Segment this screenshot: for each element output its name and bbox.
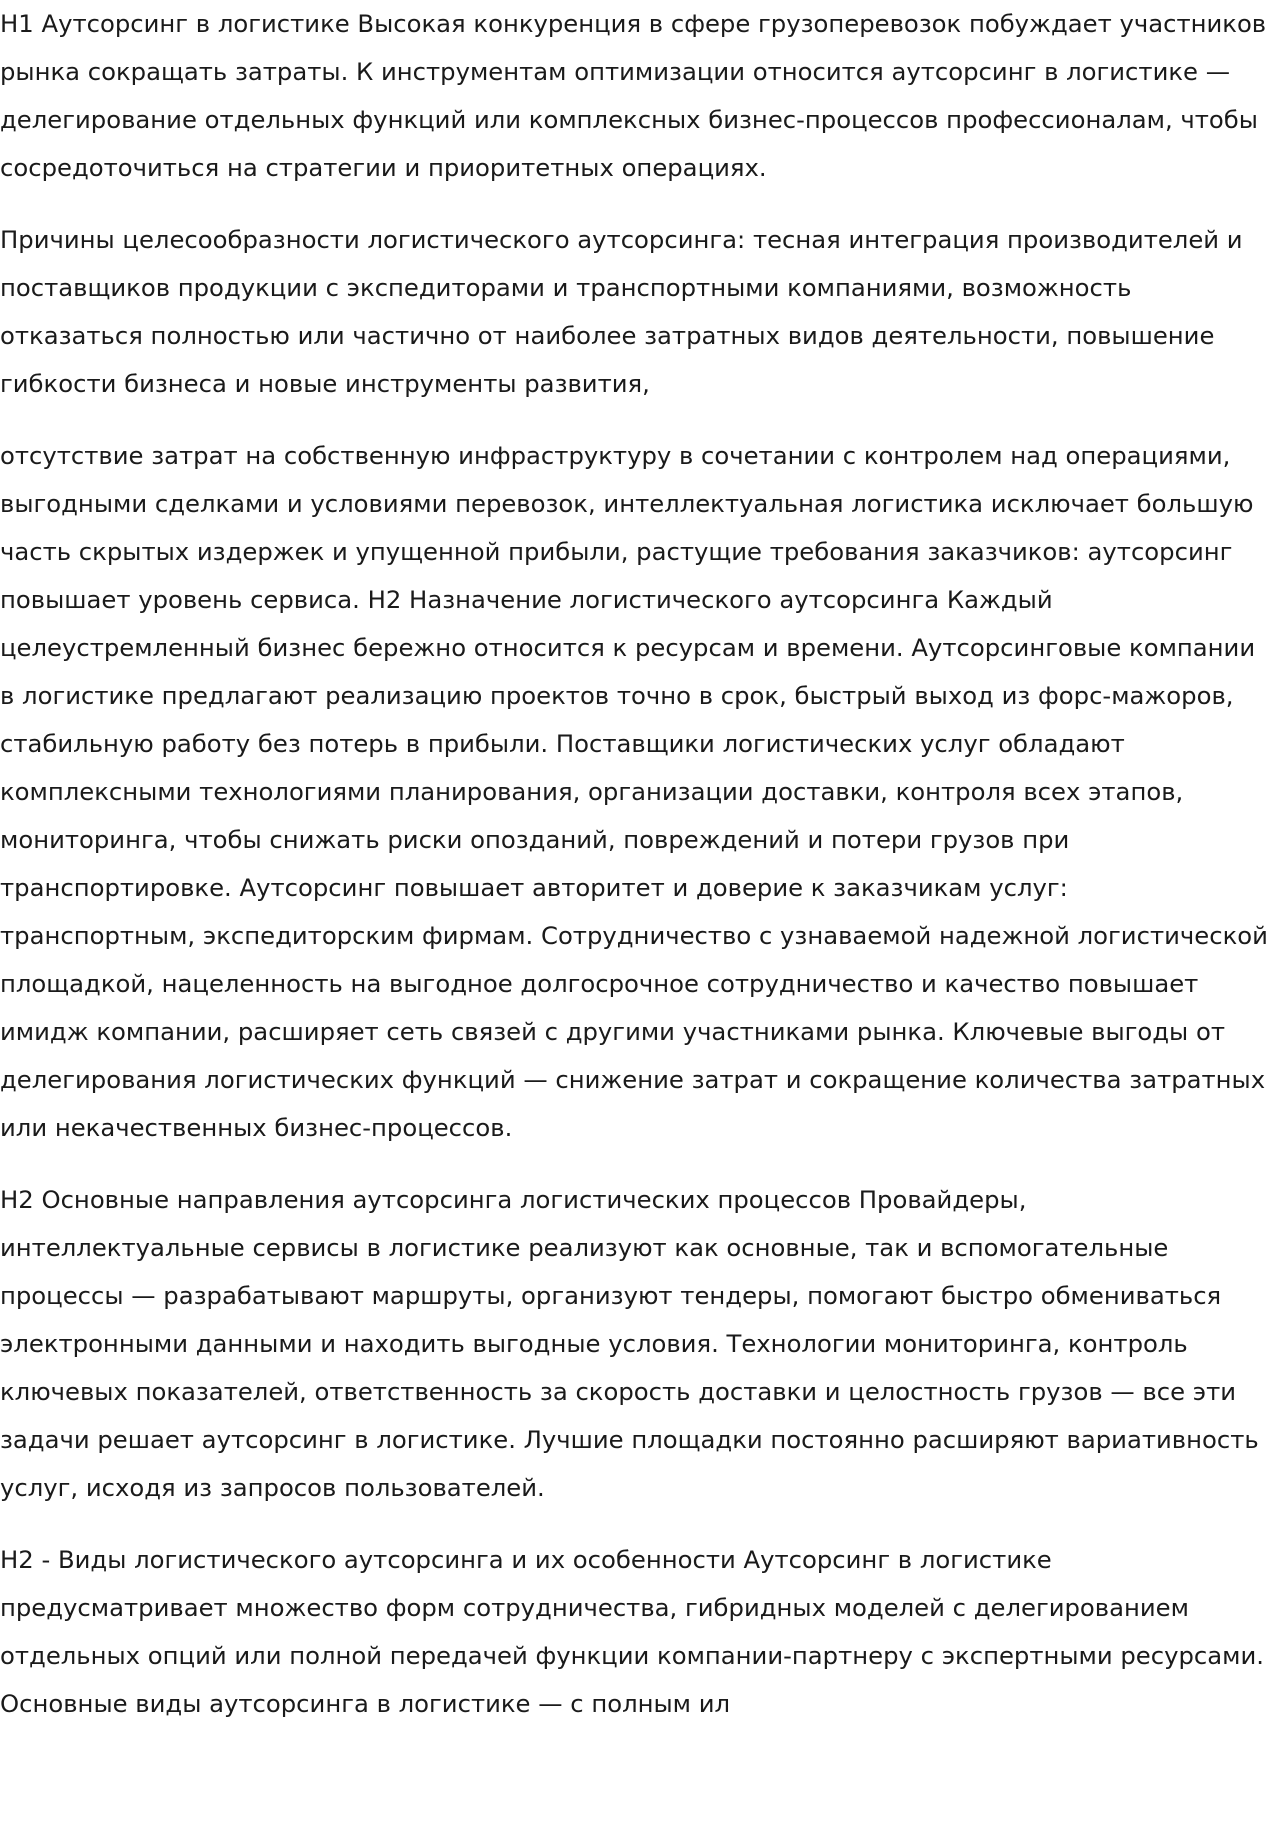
paragraph-directions: H2 Основные направления аутсорсинга логистических процессов Провайдеры, интеллектуальные сервисы в логистике реализуют как основные, так и вспомогательные процессы — разрабатывают маршруты, организуют тендеры, помогают быстро обмениваться электронными данными и находить выгодные условия. Технологии мониторинга, контроль ключевых показателей, ответственность за скорость доставки и целостность грузов — все эти задачи решает аутсорсинг в логистике. Лучшие площадки постоянно расширяют вариативность услуг, исходя из запросов пользователей. [0,1185,1259,1502]
paragraph-purpose: отсутствие затрат на собственную инфраструктуру в сочетании с контролем над операциями, выгодными сделками и условиями перевозок, интеллектуальная логистика исключает большую часть скрытых издержек и упущенной прибыли, растущие требования заказчиков: аутсорсинг повышает уровень сервиса. H2 Назначение логистического аутсорсинга Каждый целеустремленный бизнес бережно относится к ресурсам и времени. Аутсорсинговые компании в логистике предлагают реализацию проектов точно в срок, быстрый выход из форс-мажоров, стабильную работу без потерь в прибыли. Поставщики логистических услуг обладают комплексными технологиями планирования, организации доставки, контроля всех этапов, мониторинга, чтобы снижать риски опозданий, повреждений и потери грузов при транспортировке. Аутсорсинг повышает авторитет и доверие к заказчикам услуг: транспортным, экспедиторским фирмам. Сотрудничество с узнаваемой надежной логистической площадкой, нацеленность на выгодное долгосрочное сотрудничество и качество повышает имидж компании, расширяет сеть связей с другими участниками рынка. Ключевые выгоды от делегирования логистических функций — снижение затрат и сокращение количества затратных или некачественных бизнес-процессов. [0,441,1268,1142]
paragraph-types: H2 - Виды логистического аутсорсинга и их особенности Аутсорсинг в логистике предусматривает множество форм сотрудничества, гибридных моделей с делегированием отдельных опций или полной передачей функции компании-партнеру с экспертными ресурсами. Основные виды аутсорсинга в логистике — с полным ил [0,1545,1265,1718]
paragraph-intro: H1 Аутсорсинг в логистике Высокая конкуренция в сфере грузоперевозок побуждает участников рынка сокращать затраты. К инструментам оптимизации относится аутсорсинг в логистике — делегирование отдельных функций или комплексных бизнес-процессов профессионалам, чтобы сосредоточиться на стратегии и приоритетных операциях. [0,9,1267,182]
paragraph-reasons: Причины целесообразности логистического аутсорсинга: тесная интеграция производителей и поставщиков продукции с экспедиторами и транспортными компаниями, возможность отказаться полностью или частично от наиболее затратных видов деятельности, повышение гибкости бизнеса и новые инструменты развития, [0,225,1243,398]
